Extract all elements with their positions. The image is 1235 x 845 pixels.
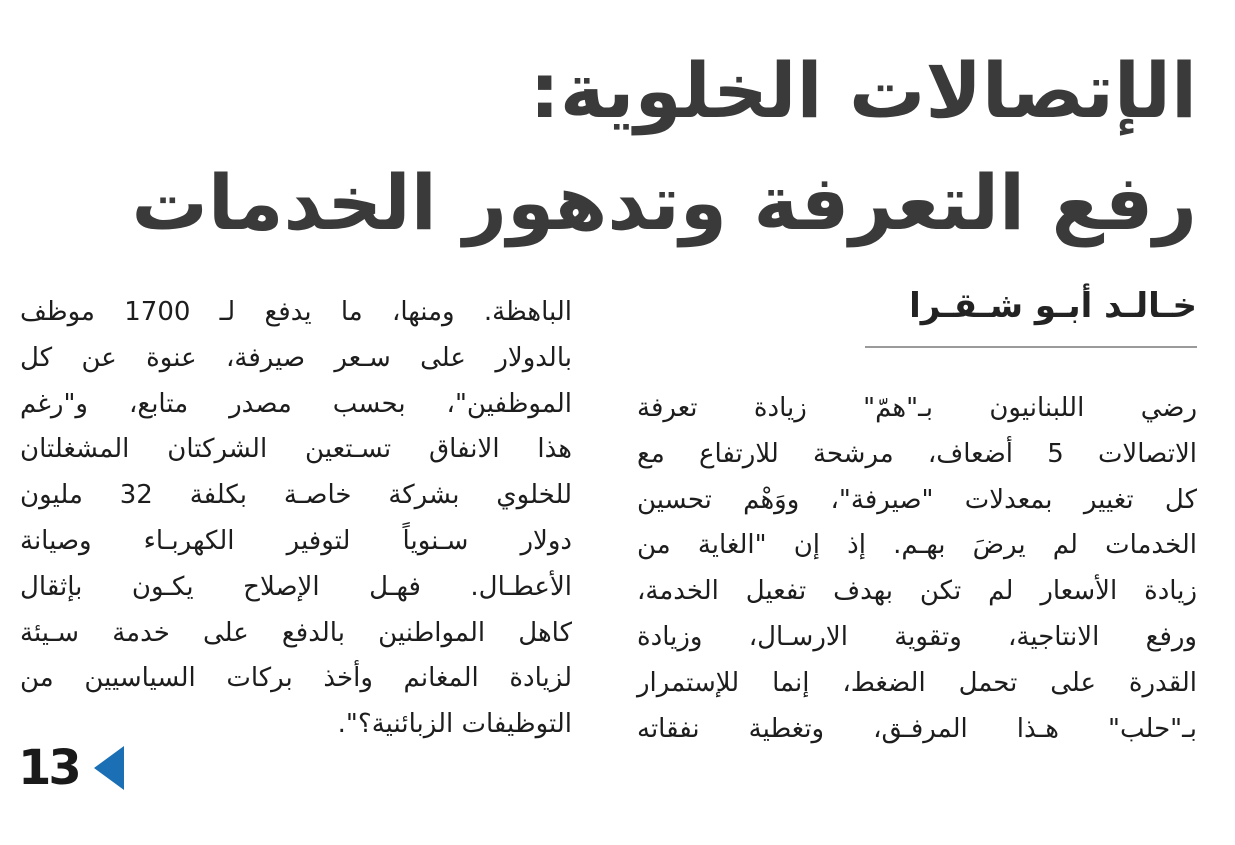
page-number-text: 13 [18, 740, 79, 796]
page-arrow-icon [94, 746, 124, 790]
byline-divider [865, 346, 1197, 348]
paragraph-line: دولار سـنوياً لتوفير الكهربـاء وصيانة [20, 525, 572, 556]
paragraph-line: القدرة على تحمل الضغط، إنما للإستمرار [637, 667, 1197, 698]
page-number [18, 738, 118, 798]
headline-line-2: رفع التعرفة وتدهور الخدمات [131, 158, 1197, 247]
paragraph-line: كاهل المواطنين بالدفع على خدمة سـيئة [20, 617, 572, 648]
article-column-right [637, 386, 1197, 752]
paragraph-line: رضي اللبنانيون بـ"همّ" زيادة تعرفة [637, 393, 1197, 423]
paragraph-line: لزيادة المغانم وأخذ بركات السياسيين من [20, 663, 572, 694]
paragraph-line: للخلوي بشركة خاصـة بكلفة 32 مليون [20, 480, 572, 511]
byline-author: خـالـد أبـو شـقـرا [909, 286, 1197, 326]
article-column-left [20, 290, 572, 748]
paragraph-line: الاتصالات 5 أضعاف، مرشحة للارتفاع مع [637, 438, 1198, 469]
paragraph-line: بالدولار على سـعر صيرفة، عنوة عن كل [20, 342, 572, 373]
paragraph-line: التوظيفات الزبائنية؟". [337, 709, 572, 740]
paragraph-line: الخدمات لم يرضَ بهـم. إذ إن "الغاية من [637, 530, 1197, 561]
paragraph-line: بـ"حلب" هـذا المرفـق، وتغطية نفقاته [637, 713, 1197, 744]
paragraph-line: الباهظة. ومنها، ما يدفع لـ 1700 موظف [20, 297, 572, 327]
paragraph-line: زيادة الأسعار لم تكن بهدف تفعيل الخدمة، [637, 576, 1197, 607]
paragraph-line: ورفع الانتاجية، وتقوية الارسـال، وزيادة [637, 621, 1197, 652]
paragraph-line: الأعطـال. فهـل الإصلاح يكـون بإثقال [20, 571, 572, 602]
paragraph-line: هذا الانفاق تسـتعين الشركتان المشغلتان [20, 434, 572, 465]
headline-line-1: الإتصالات الخلوية: [529, 46, 1197, 135]
paragraph-line: كل تغيير بمعدلات "صيرفة"، ووَهْم تحسين [637, 484, 1197, 515]
paragraph-line: الموظفين"، بحسب مصدر متابع، و"رغم [20, 388, 572, 419]
